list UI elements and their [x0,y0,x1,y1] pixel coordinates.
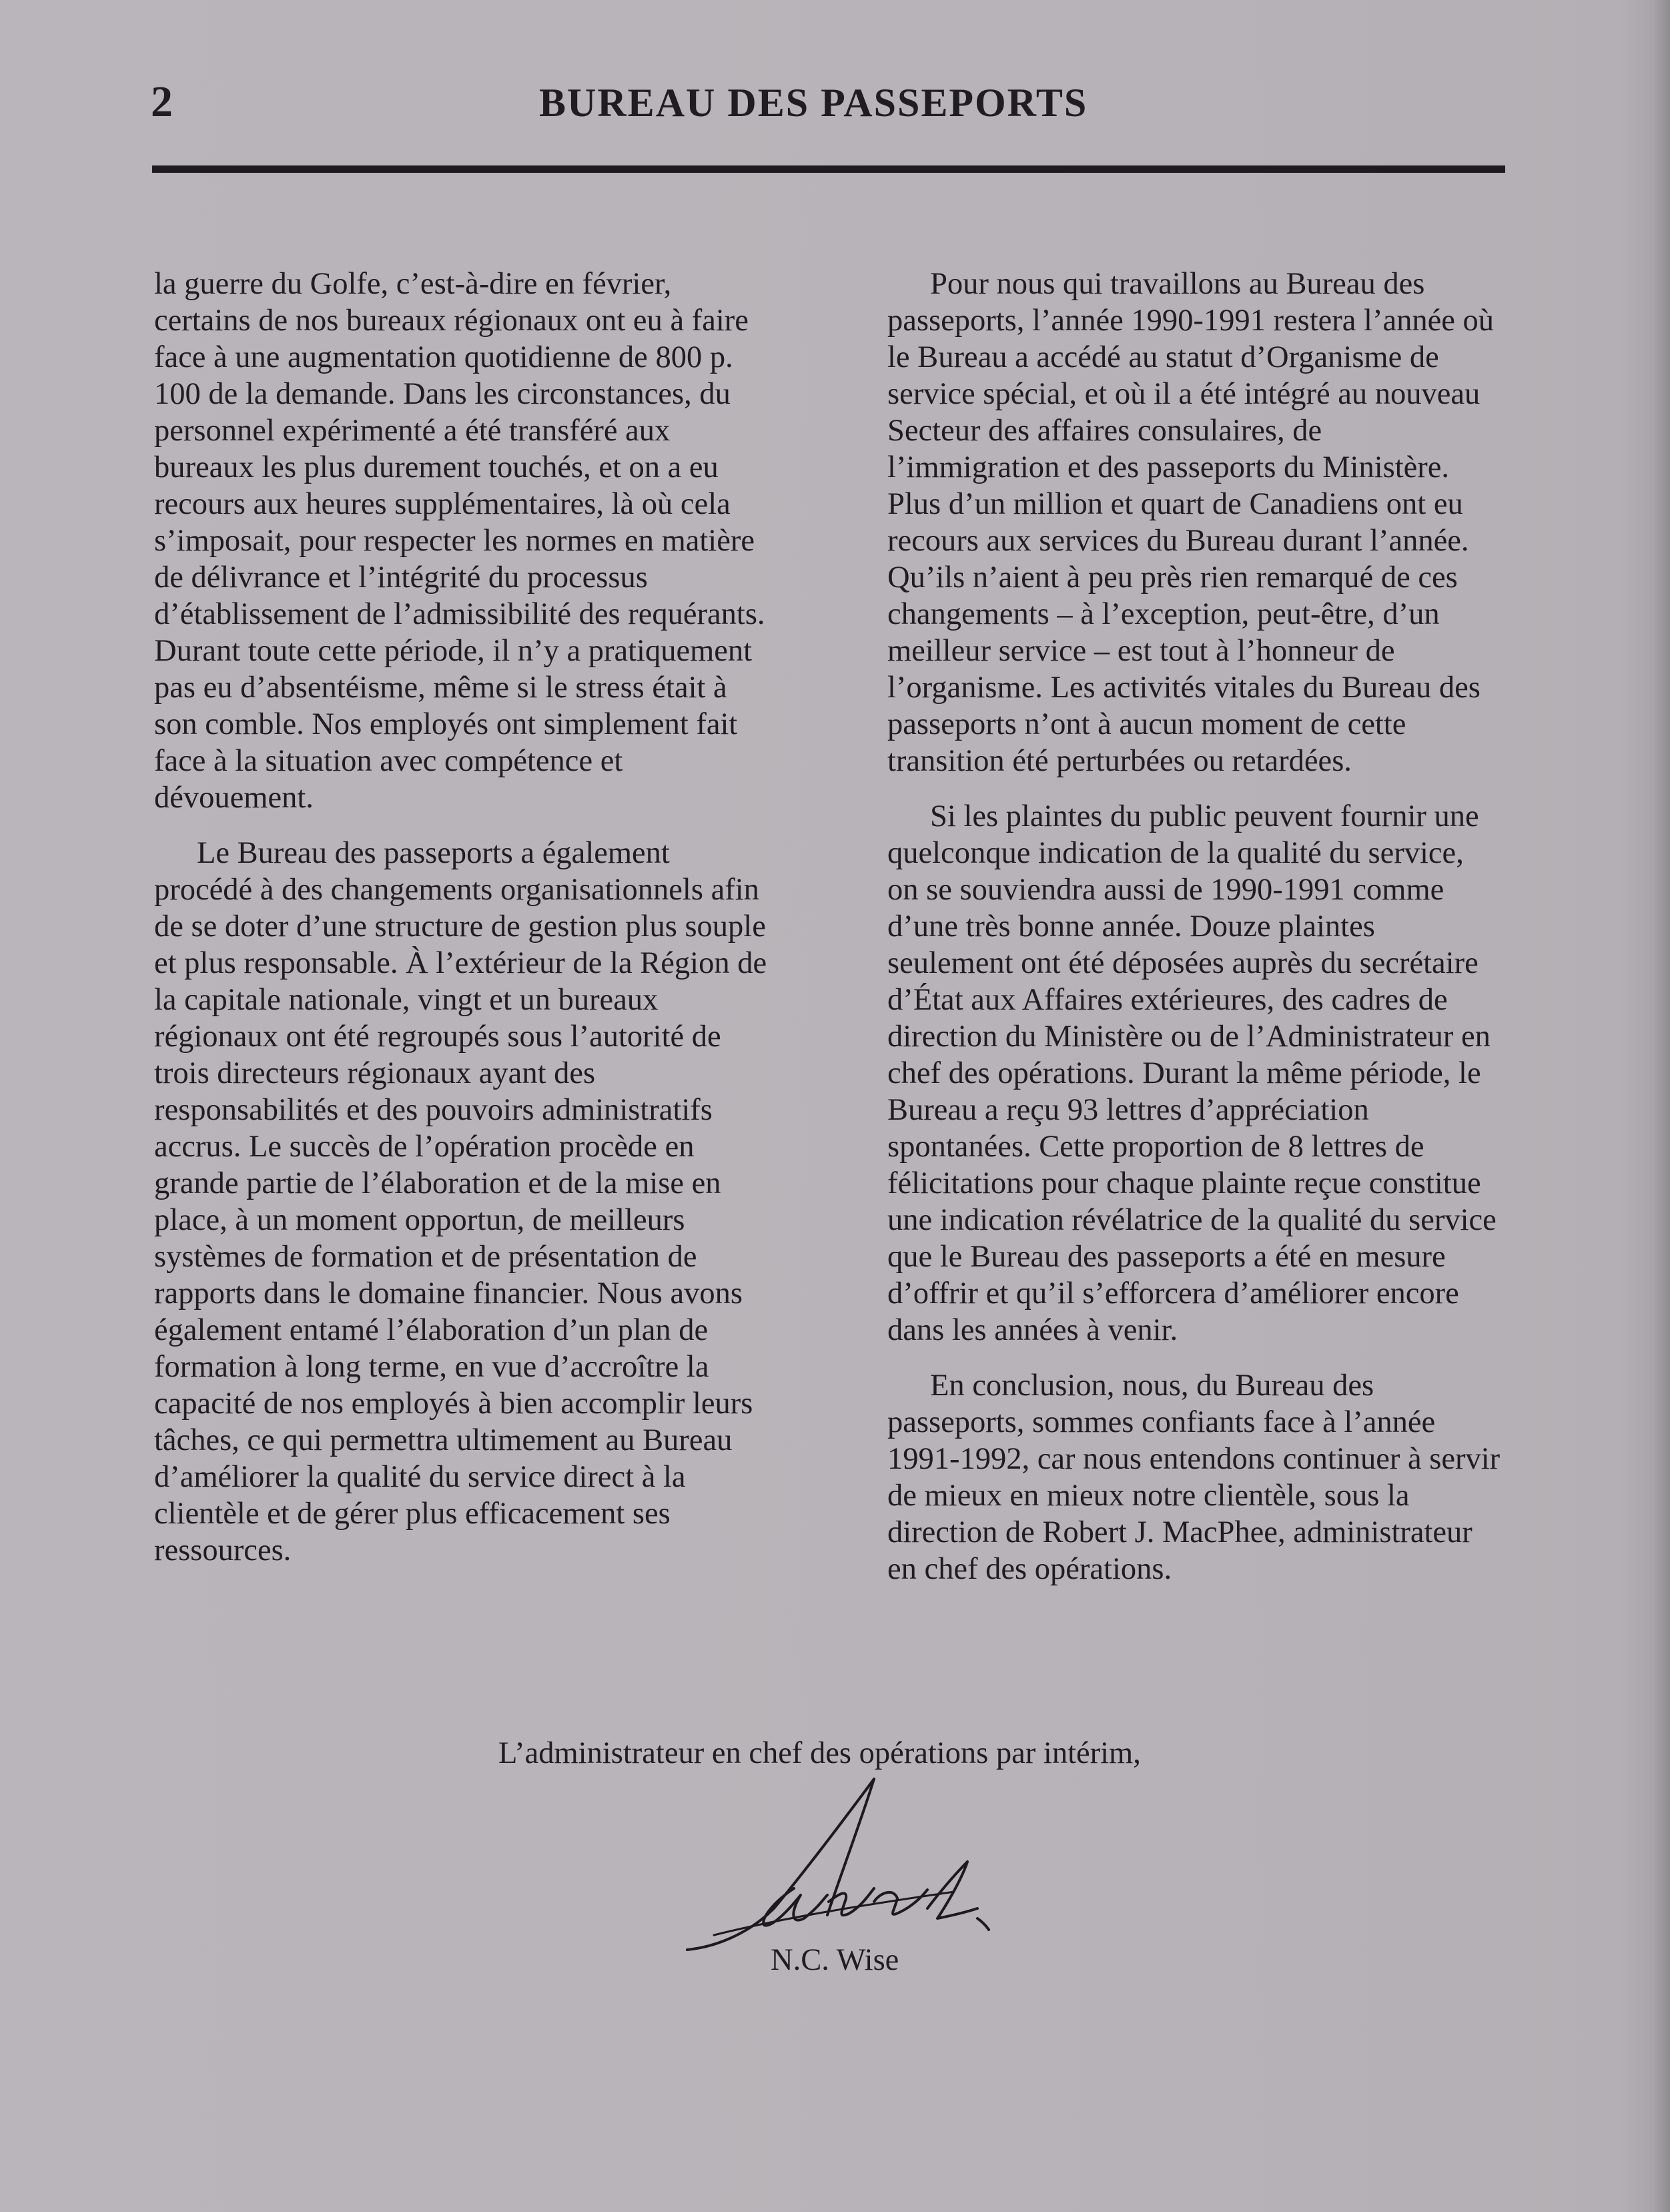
paragraph: En conclusion, nous, du Bureau des passeports, sommes confiants face à l’année 1991-1992, car nous entendons continuer à servir de mieux en mieux notre clientèle, sous la direction de Robert J. MacPhee, administrateur en chef des opérations. [887,1369,1501,1586]
closing-salutation: L’administrateur en chef des opérations par intérim, [498,1736,1141,1770]
header-rule [152,165,1505,173]
page-number: 2 [151,77,174,126]
signer-name: N.C. Wise [771,1943,899,1977]
paragraph: Pour nous qui travaillons au Bureau des passeports, l’année 1990-1991 restera l’année où le Bureau a accédé au statut d’Organisme de service spécial, et où il a été intégré au nouveau Secteur des affaires consulaires, de l’immigration et des passeports du Ministère. Plus d’un million et quart de Canadiens ont eu recours aux services du Bureau durant l’année. Qu’ils n’aient à peu près rien remarqué de ces changements – à l’exception, peut-être, d’un meilleur service – est tout à l’honneur de l’organisme. Les activités vitales du Bureau des passeports n’ont à aucun moment de cette transition été perturbées ou retardées. [887,267,1494,778]
right-column [887,266,1501,1606]
paragraph: la guerre du Golfe, c’est-à-dire en février, certains de nos bureaux régionaux ont eu à faire face à une augmentation quotidienne de 800 p. 100 de la demande. Dans les circonstances, du personnel expérimenté a été transféré aux bureaux les plus durement touchés, et on a eu recours aux heures supplémentaires, là où cela s’imposait, pour respecter les normes en matière de délivrance et l’intégrité du processus d’établissement de l’admissibilité des requérants. Durant toute cette période, il n’y a pratiquement pas eu d’absentéisme, même si le stress était à son comble. Nos employés ont simplement fait face à la situation avec compétence et dévouement. [154,267,765,815]
paragraph: Le Bureau des passeports a également procédé à des changements organisationnels afin de se doter d’une structure de gestion plus souple et plus responsable. À l’extérieur de la Région de la capitale nationale, vingt et un bureaux régionaux ont été regroupés sous l’autorité de trois directeurs régionaux ayant des responsabilités et des pouvoirs administratifs accrus. Le succès de l’opération procède en grande partie de l’élaboration et de la mise en place, à un moment opportun, de meilleurs systèmes de formation et de présentation de rapports dans le domaine financier. Nous avons également entamé l’élaboration d’un plan de formation à long terme, en vue d’accroître la capacité de nos employés à bien accomplir leurs tâches, ce qui permettra ultimement au Bureau d’améliorer la qualité du service direct à la clientèle et de gérer plus efficacement ses ressources. [154,836,767,1567]
handwritten-signature [674,1775,994,1955]
running-head-title: BUREAU DES PASSEPORTS [539,81,1088,125]
left-column [154,266,768,1587]
paragraph: Si les plaintes du public peuvent fournir une quelconque indication de la qualité du service, on se souviendra aussi de 1990-1991 comme d’une très bonne année. Douze plaintes seulement ont été déposées auprès du secrétaire d’État aux Affaires extérieures, des cadres de direction du Ministère ou de l’Administrateur en chef des opérations. Durant la même période, le Bureau a reçu 93 lettres d’appréciation spontanées. Cette proportion de 8 lettres de félicitations pour chaque plainte reçue constitue une indication révélatrice de la qualité du service que le Bureau des passeports a été en mesure d’offrir et qu’il s’efforcera d’améliorer encore dans les années à venir. [887,799,1497,1347]
